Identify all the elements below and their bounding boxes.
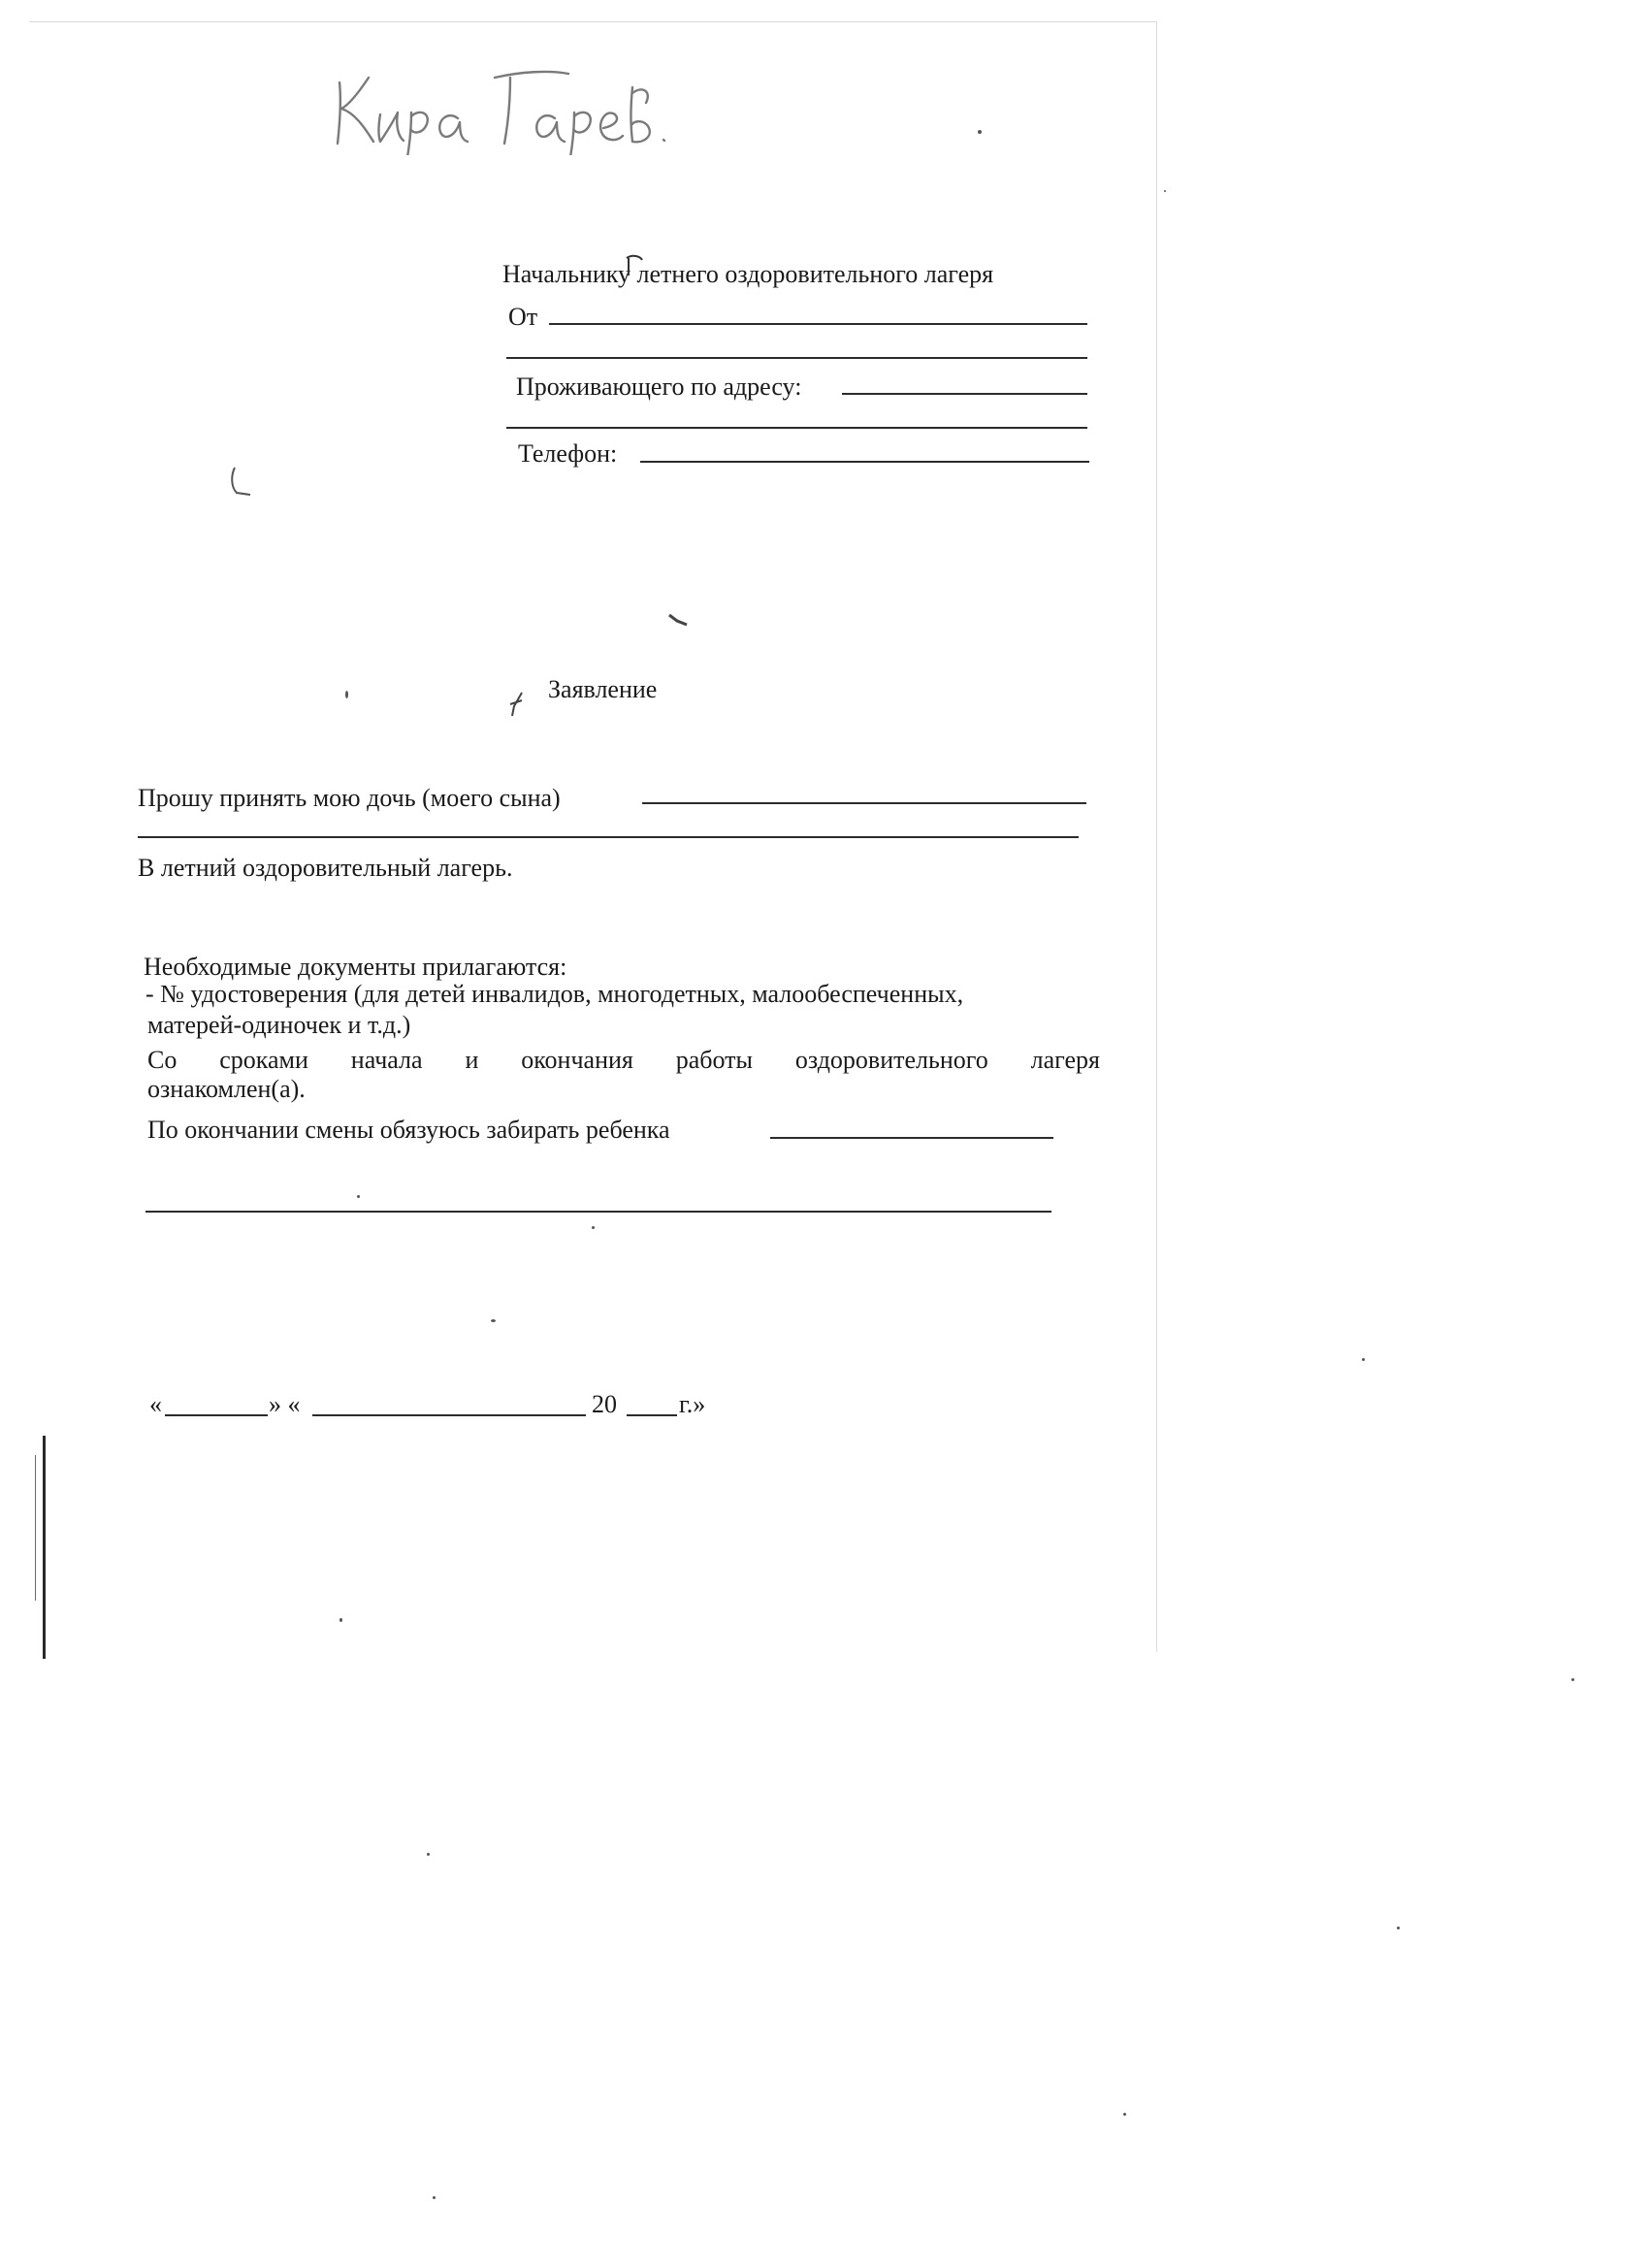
scan-dot: [1164, 190, 1166, 192]
terms-line-2: ознакомлен(а).: [147, 1075, 306, 1103]
scan-dot: [1397, 1927, 1400, 1929]
pickup-blank-line: [770, 1137, 1053, 1139]
pickup-line: По окончании смены обязуюсь забирать ребенка: [147, 1116, 670, 1144]
scan-dot: [345, 691, 348, 698]
scan-dot: [491, 1319, 496, 1322]
phone-label: Телефон:: [518, 439, 618, 468]
docs-attached-text: Необходимые документы прилагаются:: [144, 953, 567, 981]
scan-edge-mark-faint: [35, 1455, 36, 1601]
terms-line-1: Со сроками начала и окончания работы оздоровительного лагеря: [147, 1046, 1100, 1074]
scan-dot: [592, 1226, 595, 1229]
address-label: Проживающего по адресу:: [516, 373, 802, 401]
request-line: Прошу принять мою дочь (моего сына): [138, 784, 561, 812]
date-close-open-quote: » «: [269, 1390, 301, 1418]
date-year-prefix: 20: [592, 1390, 617, 1418]
scan-dot: [978, 130, 982, 134]
addressee-text: Начальнику летнего оздоровительного лагеря: [502, 260, 994, 288]
phone-blank-line: [640, 461, 1089, 463]
scan-edge-mark: [43, 1436, 46, 1659]
date-month-blank: [312, 1414, 586, 1416]
child-name-blank-line: [642, 802, 1086, 804]
scan-mark: [621, 250, 650, 279]
scan-dot: [1362, 1358, 1365, 1361]
docs-item-line-2: матерей-одиночек и т.д.): [147, 1011, 411, 1039]
from-blank-line-2: [506, 357, 1087, 359]
scan-dot: [433, 2196, 436, 2199]
scan-mark: [665, 609, 695, 632]
pickup-blank-line-2: [146, 1211, 1051, 1213]
scan-mark: [506, 689, 530, 718]
scan-dot: [357, 1195, 360, 1198]
scan-dot: [1123, 2113, 1126, 2116]
child-name-blank-line-2: [138, 836, 1079, 838]
scan-dot: [1571, 1678, 1574, 1681]
scan-mark: [227, 464, 256, 502]
date-open-quote: «: [149, 1390, 162, 1418]
address-blank-line: [842, 393, 1087, 395]
date-suffix: г.»: [679, 1390, 706, 1418]
date-year-blank: [627, 1414, 677, 1416]
date-day-blank: [165, 1414, 268, 1416]
from-label: От: [508, 303, 538, 331]
address-blank-line-2: [506, 427, 1087, 429]
handwritten-name-signature: [330, 49, 679, 155]
docs-item-line-1: - № удостоверения (для детей инвалидов, многодетных, малообеспеченных,: [146, 980, 964, 1008]
camp-line: В летний оздоровительный лагерь.: [138, 854, 513, 882]
from-blank-line: [549, 323, 1087, 325]
document-title: Заявление: [548, 675, 658, 703]
scan-dot: [340, 1618, 342, 1622]
scan-dot: [427, 1853, 430, 1856]
